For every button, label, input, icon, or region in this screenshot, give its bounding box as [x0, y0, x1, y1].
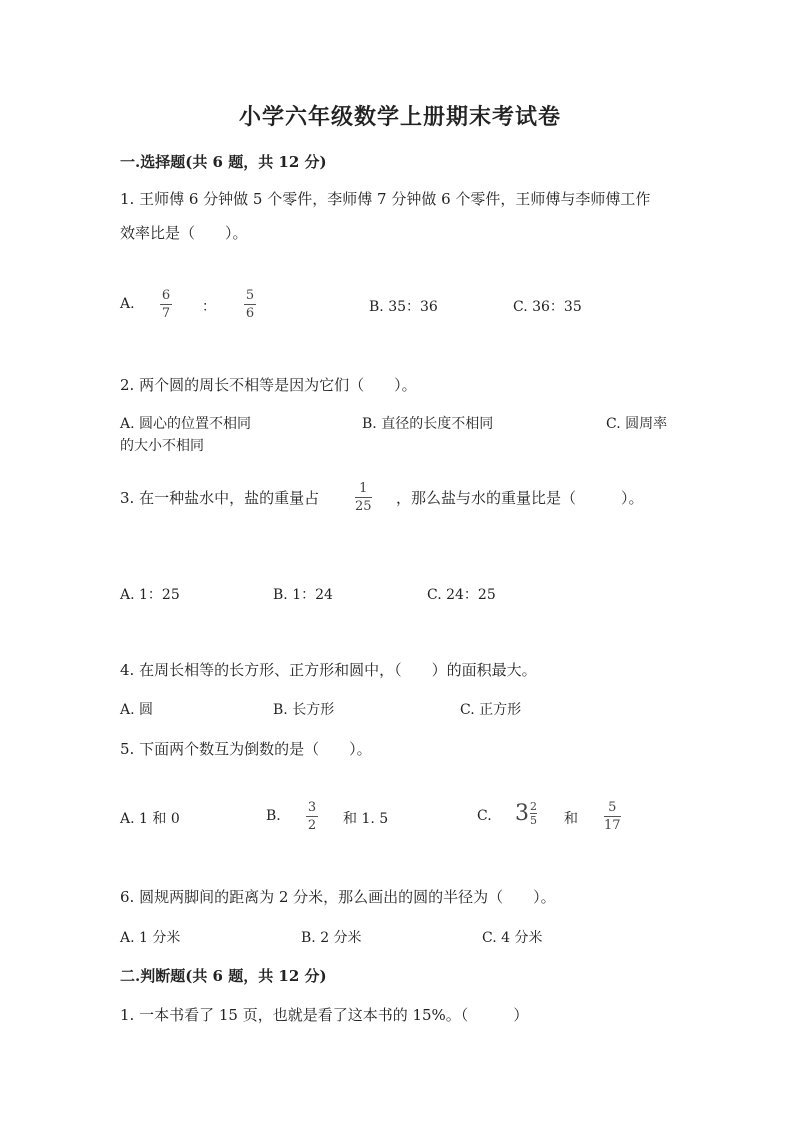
q5-option-b-fraction: [306, 801, 318, 832]
fraction-denominator: 17: [604, 818, 621, 833]
question-3-text-after: ，那么盐与水的重量比是（ ）。: [396, 489, 644, 507]
fraction-denominator: 25: [355, 499, 372, 514]
fraction-numerator: 5: [608, 800, 617, 815]
q5-option-b-tail: 和 1. 5: [343, 811, 389, 827]
fraction-denominator: 5: [530, 814, 537, 827]
question-1-line2: 效率比是（ ）。: [120, 224, 248, 242]
q1-option-a-separator: ：: [202, 299, 216, 315]
fraction-denominator: 6: [245, 306, 255, 321]
q2-option-c[interactable]: C. 圆周率: [606, 416, 668, 432]
question-2-text: 2. 两个圆的周长不相等是因为它们（ ）。: [120, 376, 417, 394]
fraction-denominator: 2: [307, 818, 317, 833]
q6-option-c[interactable]: C. 4 分米: [482, 930, 543, 946]
q3-option-a[interactable]: A. 1：25: [120, 587, 180, 603]
question-4-text: 4. 在周长相等的长方形、正方形和圆中，（ ）的面积最大。: [120, 661, 537, 679]
section-heading-choice: 一.选择题(共 6 题，共 12 分): [120, 153, 327, 171]
judgement-1-text: 1. 一本书看了 15 页，也就是看了这本书的 15%。（ ）: [120, 1006, 529, 1024]
section-heading-judgement: 二.判断题(共 6 题，共 12 分): [120, 967, 327, 985]
q3-option-c[interactable]: C. 24：25: [427, 587, 496, 603]
q6-option-a[interactable]: A. 1 分米: [120, 930, 181, 946]
q4-option-a[interactable]: A. 圆: [120, 702, 154, 718]
q5-option-c-label[interactable]: C.: [477, 808, 492, 824]
q1-option-a-label[interactable]: A.: [120, 296, 135, 312]
fraction-numerator: 2: [530, 800, 537, 813]
fraction-numerator: 6: [161, 288, 171, 303]
fraction-denominator: 7: [161, 306, 171, 321]
q5-option-c-and: 和: [564, 811, 578, 827]
question-5-text: 5. 下面两个数互为倒数的是（ ）。: [120, 740, 372, 758]
q1-option-b[interactable]: B. 35：36: [369, 299, 438, 315]
q2-option-b[interactable]: B. 直径的长度不相同: [362, 416, 494, 432]
q4-option-c[interactable]: C. 正方形: [460, 702, 522, 718]
q1-option-a-fraction2: [244, 289, 256, 320]
q4-option-b[interactable]: B. 长方形: [273, 702, 335, 718]
page-title: 小学六年级数学上册期末考试卷: [238, 104, 561, 130]
mixed-whole: 3: [515, 801, 529, 826]
q6-option-b[interactable]: B. 2 分米: [301, 930, 362, 946]
q1-option-c[interactable]: C. 36：35: [513, 299, 582, 315]
q2-option-a[interactable]: A. 圆心的位置不相同: [120, 416, 252, 432]
fraction-numerator: 5: [245, 288, 255, 303]
q3-option-b[interactable]: B. 1：24: [273, 587, 333, 603]
question-1-line1: 1. 王师傅 6 分钟做 5 个零件，李师傅 7 分钟做 6 个零件，王师傅与李师傅工作: [120, 190, 651, 208]
fraction-numerator: 1: [359, 481, 368, 496]
question-6-text: 6. 圆规两脚间的距离为 2 分米，那么画出的圆的半径为（ ）。: [120, 888, 556, 906]
question-3-text-before: 3. 在一种盐水中，盐的重量占: [120, 489, 320, 507]
q5-option-c-fraction: [604, 801, 621, 832]
q5-option-c-mixed-number: [515, 801, 537, 826]
q1-option-a-fraction1: [160, 289, 172, 320]
q5-option-a[interactable]: A. 1 和 0: [120, 811, 180, 827]
fraction-numerator: 3: [307, 800, 317, 815]
q5-option-b-label[interactable]: B.: [266, 808, 281, 824]
mixed-fraction: [530, 801, 537, 826]
q3-fraction: [355, 482, 372, 513]
q2-option-c-continued: 的大小不相同: [120, 438, 204, 454]
